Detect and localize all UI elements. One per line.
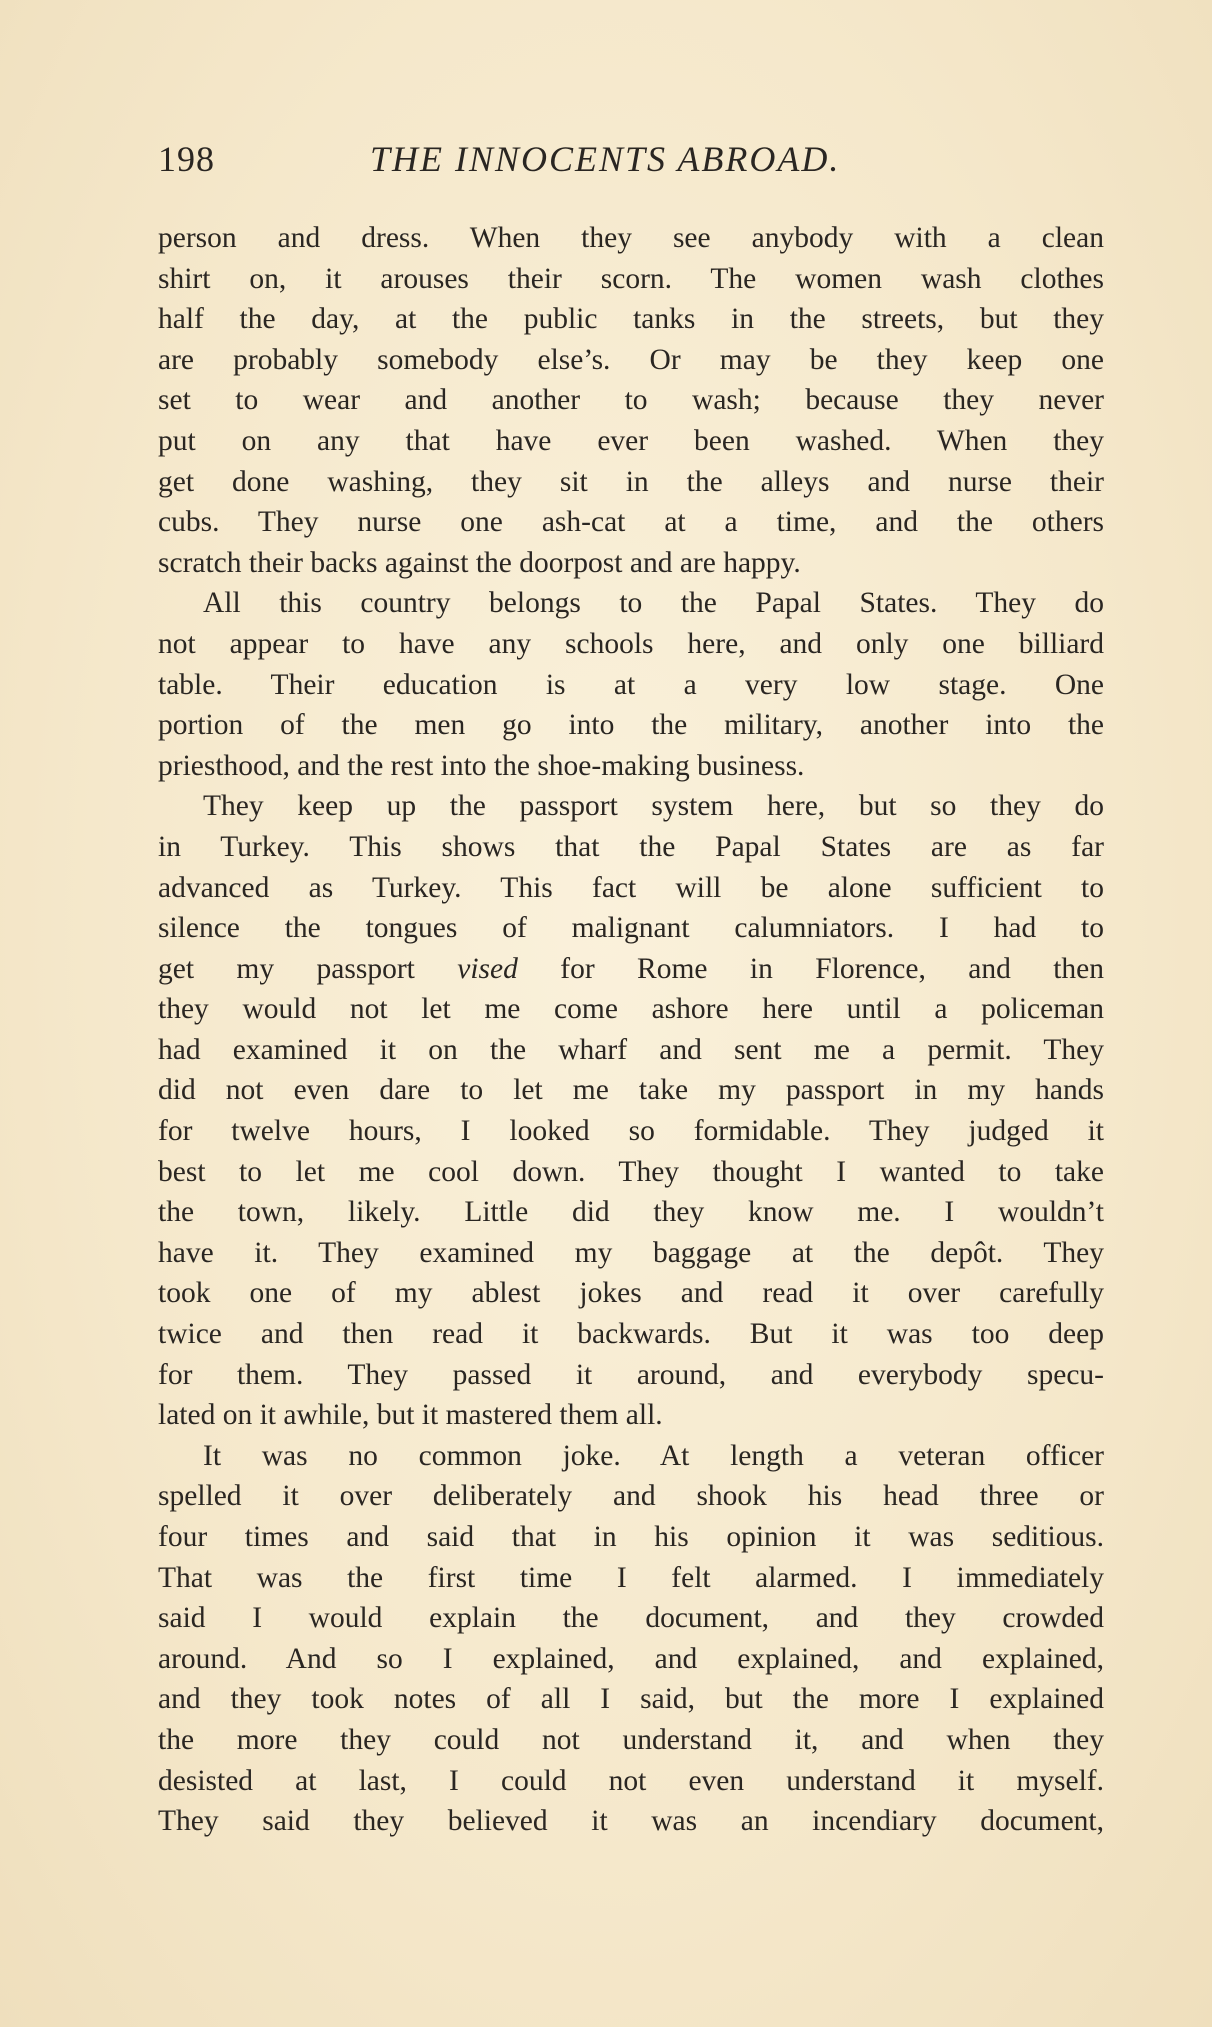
text-line <box>158 949 1104 990</box>
running-title: THE INNOCENTS ABROAD. <box>370 139 841 179</box>
text-line: had examined it on the wharf and sent me a permit. They <box>158 1033 1104 1066</box>
italic-word: vised <box>457 952 518 985</box>
text-line: did not even dare to let me take my passport in my hands <box>158 1074 1104 1107</box>
text-line: lated on it awhile, but it mastered them all. <box>158 1399 663 1432</box>
text-line: They keep up the passport system here, but so they do <box>203 790 1104 823</box>
text-run: get my passport <box>158 952 458 985</box>
text-line: are probably somebody else’s. Or may be they keep one <box>158 343 1104 376</box>
text-line: took one of my ablest jokes and read it over carefully <box>158 1277 1104 1310</box>
text-line: cubs. They nurse one ash-cat at a time, and the others <box>158 506 1104 539</box>
text-line: and they took notes of all I said, but the more I explained <box>158 1683 1104 1716</box>
text-line: have it. They examined my baggage at the depôt. They <box>158 1236 1104 1269</box>
text-line: They said they believed it was an incendiary document, <box>158 1805 1104 1838</box>
text-line: silence the tongues of malignant calumniators. I had to <box>158 912 1104 945</box>
body-text <box>158 218 1104 1842</box>
text-line: said I would explain the document, and they crowded <box>158 1602 1104 1635</box>
text-line: That was the first time I felt alarmed. I immediately <box>158 1561 1104 1594</box>
text-line: put on any that have ever been washed. When they <box>158 424 1104 457</box>
text-line: spelled it over deliberately and shook his head three or <box>158 1480 1104 1513</box>
text-line: portion of the men go into the military, another into the <box>158 709 1104 742</box>
text-run: for Rome in Florence, and then <box>517 952 1104 985</box>
text-line: set to wear and another to wash; because they never <box>158 384 1104 417</box>
text-line: for them. They passed it around, and everybody specu- <box>158 1358 1104 1391</box>
text-line: the town, likely. Little did they know me. I wouldn’t <box>158 1196 1104 1229</box>
text-line: All this country belongs to the Papal States. They do <box>203 587 1104 620</box>
text-line: desisted at last, I could not even understand it myself. <box>158 1764 1104 1797</box>
text-line: best to let me cool down. They thought I wanted to take <box>158 1155 1104 1188</box>
text-line: table. Their education is at a very low stage. One <box>158 668 1104 701</box>
text-line: four times and said that in his opinion it was seditious. <box>158 1521 1104 1553</box>
text-line: the more they could not understand it, and when they <box>158 1723 1104 1756</box>
text-line: priesthood, and the rest into the shoe-making business. <box>158 749 805 782</box>
text-line: around. And so I explained, and explained, and explained, <box>158 1642 1104 1675</box>
text-line: they would not let me come ashore here until a policeman <box>158 993 1104 1026</box>
text-line: advanced as Turkey. This fact will be alone sufficient to <box>158 871 1104 904</box>
running-head <box>158 138 1104 182</box>
text-line: person and dress. When they see anybody with a clean <box>158 222 1104 254</box>
text-line: half the day, at the public tanks in the streets, but they <box>158 303 1104 336</box>
text-line: scratch their backs against the doorpost and are happy. <box>158 546 801 579</box>
text-line: not appear to have any schools here, and only one billiard <box>158 627 1104 660</box>
text-line: twice and then read it backwards. But it was too deep <box>158 1318 1104 1351</box>
page-number: 198 <box>158 139 215 179</box>
text-line: It was no common joke. At length a veteran officer <box>203 1439 1104 1472</box>
text-line: shirt on, it arouses their scorn. The women wash clothes <box>158 262 1104 295</box>
text-line: in Turkey. This shows that the Papal States are as far <box>158 830 1104 863</box>
text-line: for twelve hours, I looked so formidable. They judged it <box>158 1115 1104 1148</box>
text-line: get done washing, they sit in the alleys and nurse their <box>158 465 1104 498</box>
